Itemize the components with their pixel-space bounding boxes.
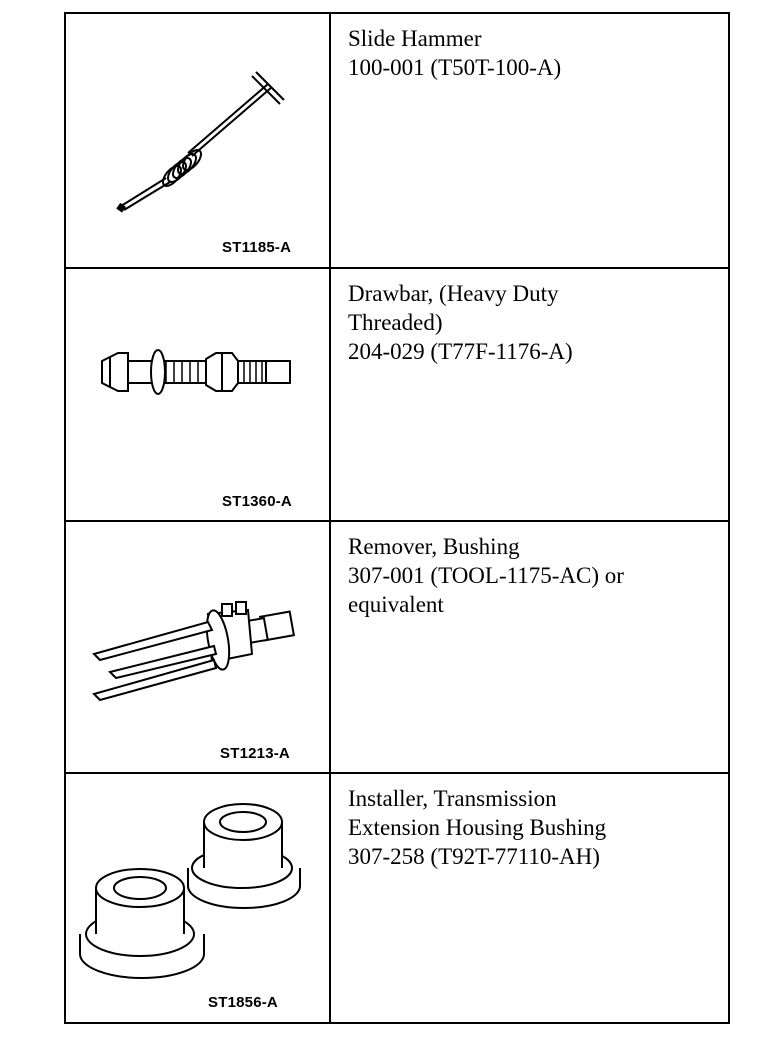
- tool-name-continued: Extension Housing Bushing: [348, 815, 607, 840]
- tool-number: 100-001 (T50T-100-A): [348, 55, 562, 80]
- tool-illustration-cell: [66, 774, 331, 1022]
- tool-description: [348, 532, 718, 619]
- tool-row-slide-hammer: [66, 14, 728, 269]
- tool-number: 307-001 (TOOL-1175-AC) or: [348, 563, 624, 588]
- tool-row-bushing-remover: [66, 522, 728, 774]
- tool-number: 204-029 (T77F-1176-A): [348, 339, 573, 364]
- tool-illustration-cell: [66, 14, 331, 267]
- special-tools-table: [64, 12, 730, 1024]
- tool-description: [348, 24, 718, 82]
- tool-name: Slide Hammer: [348, 26, 482, 51]
- tool-note: equivalent: [348, 592, 444, 617]
- tool-illustration-cell: [66, 522, 331, 772]
- slide-hammer-illustration: [66, 14, 329, 267]
- figure-code: ST1856-A: [208, 994, 278, 1011]
- tool-row-drawbar: [66, 269, 728, 522]
- tool-name: Drawbar, (Heavy Duty: [348, 281, 559, 306]
- tool-description: [348, 784, 718, 871]
- figure-code: ST1213-A: [220, 745, 290, 762]
- bushing-installer-illustration: [66, 774, 329, 1022]
- tool-number: 307-258 (T92T-77110-AH): [348, 844, 600, 869]
- figure-code: ST1185-A: [222, 239, 292, 256]
- tool-name-continued: Threaded): [348, 310, 443, 335]
- bushing-remover-illustration: [66, 522, 329, 772]
- tool-name: Remover, Bushing: [348, 534, 520, 559]
- drawbar-illustration: [66, 269, 329, 520]
- tool-name: Installer, Transmission: [348, 786, 557, 811]
- tool-illustration-cell: [66, 269, 331, 520]
- figure-code: ST1360-A: [222, 493, 292, 510]
- tool-row-bushing-installer: [66, 774, 728, 1022]
- tool-description: [348, 279, 718, 366]
